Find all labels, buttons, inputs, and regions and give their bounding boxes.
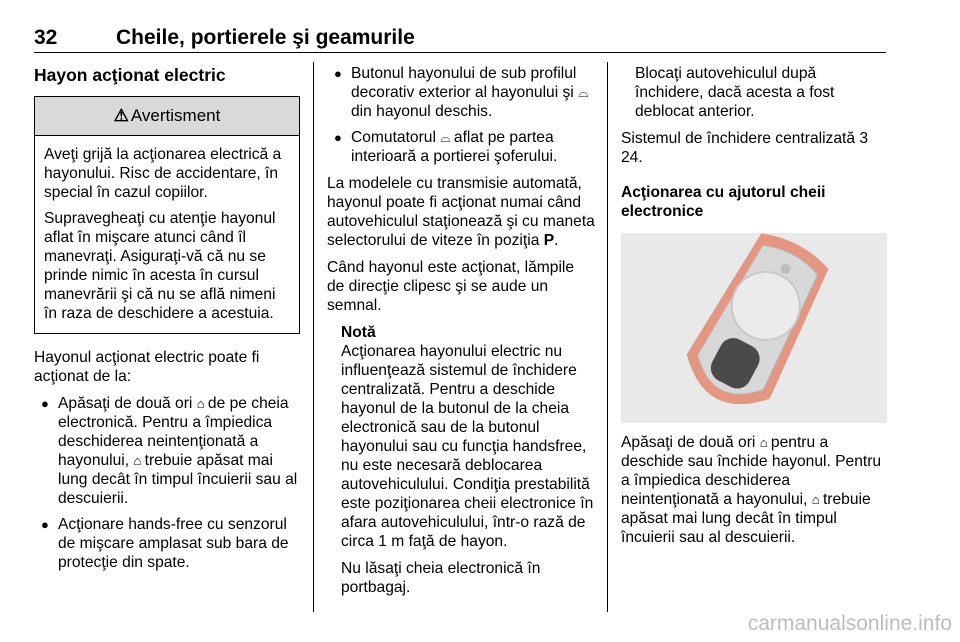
text-span: Apăsaţi de două ori	[58, 395, 193, 412]
list-item	[34, 394, 300, 508]
note-block	[327, 323, 595, 597]
page-number: 32	[34, 26, 58, 49]
text-span: Sistemul de închidere centralizată	[621, 130, 856, 147]
text-span: de pe cheia electronică. Pentru a împiedica deschiderea neintenţionată a hayonului,	[58, 395, 289, 469]
note-title: Notă	[341, 324, 376, 341]
bullet-list	[327, 64, 595, 166]
warning-triangle-icon: ⚠	[113, 106, 129, 125]
watermark: carmanualsonline.info	[747, 612, 952, 635]
note-paragraph: Nu lăsaţi cheia electronică în portbagaj.	[341, 560, 541, 596]
text-span: pentru a deschide sau închide hayonul. Pentru a împiedica deschiderea neintenţionată a hayonului,	[621, 434, 882, 508]
tailgate-icon: ⌂	[759, 435, 767, 450]
text-span: .	[554, 232, 559, 249]
paragraph	[621, 129, 887, 167]
list-item: ● Acţionare hands-free cu senzorul de mişcare amplasat sub bara de protecţie din spate.	[34, 515, 300, 572]
column-divider	[313, 62, 314, 612]
bullet-list	[34, 394, 300, 572]
paragraph	[327, 174, 595, 250]
text-span: Butonul hayonului de sub profilul decorativ exterior al hayonului şi	[351, 65, 577, 101]
gear-position: P	[543, 232, 555, 249]
page-title: Cheile, portierele şi geamurile	[116, 26, 415, 49]
tailgate-icon: ⌓	[578, 85, 588, 100]
column-divider	[607, 62, 608, 612]
page-header	[34, 22, 886, 53]
note-paragraph: Acţionarea hayonului electric nu influenţează sistemul de închidere centralizată. Pentru a deschide hayonul de la butonul de la cheia electronică sau de la butonul hayonului sau cu funcţia handsfree, nu este necesară deblocarea autovehiculului. Condiţia prestabilită este poziţionarea cheii electronice în afara autovehiculului, într-o rază de circa 1 m faţă de hayon.	[341, 343, 594, 550]
remote-key-fob-image	[621, 233, 887, 423]
warning-paragraph: Supravegheaţi cu atenţie hayonul aflat în mişcare atunci când îl manevraţi. Asiguraţi-vă că nu se prinde nimic în acesta în cursul manevrării şi că nu se află nimeni în raza de deschidere a acestuia.	[44, 210, 276, 322]
warning-header	[35, 97, 299, 136]
intro-paragraph: Hayonul acţionat electric poate fi acţionat de la:	[34, 349, 260, 385]
tailgate-icon: ⌂	[811, 492, 819, 507]
text-span: Comutatorul	[351, 129, 436, 146]
tailgate-icon: ⌂	[196, 396, 204, 411]
paragraph: Când hayonul este acţionat, lămpile de direcţie clipesc şi se aude un semnal.	[327, 259, 575, 314]
column-3	[621, 65, 887, 555]
text-span: din hayonul deschis.	[351, 103, 493, 120]
paragraph	[621, 433, 887, 547]
text-span: La modelele cu transmisie automată, hayonul poate fi acţionat numai când autovehiculul staţionează şi cu maneta selectorului de viteze în poziţia	[327, 175, 595, 249]
section-title: Hayon acţionat electric	[34, 65, 226, 85]
text-span: aflat pe partea interioară a portierei şoferului.	[351, 129, 558, 165]
subsection-title: Acţionarea cu ajutorul cheii electronice	[621, 184, 826, 220]
warning-body	[35, 136, 299, 333]
text-span: Apăsaţi de două ori	[621, 434, 756, 451]
warning-box	[34, 96, 300, 334]
list-item	[327, 128, 595, 166]
page-reference: 3 24.	[621, 130, 869, 166]
warning-title: Avertisment	[130, 106, 221, 125]
tailgate-icon: ⌓	[440, 130, 450, 145]
text-span: trebuie apăsat mai lung decât în timpul încuierii sau al descuierii.	[58, 452, 298, 507]
list-item	[327, 64, 595, 121]
column-1	[34, 64, 300, 580]
text-span: trebuie apăsat mai lung decât în timpul încuierii sau al descuierii.	[621, 491, 871, 546]
key-fob-illustration	[621, 233, 887, 423]
column-2	[327, 64, 595, 605]
paragraph: Blocaţi autovehiculul după închidere, dacă acesta a fost deblocat anterior.	[635, 65, 835, 120]
warning-paragraph: Aveţi grijă la acţionarea electrică a hayonului. Risc de accidentare, în special în cazul copiilor.	[44, 146, 282, 201]
tailgate-icon: ⌂	[133, 453, 141, 468]
